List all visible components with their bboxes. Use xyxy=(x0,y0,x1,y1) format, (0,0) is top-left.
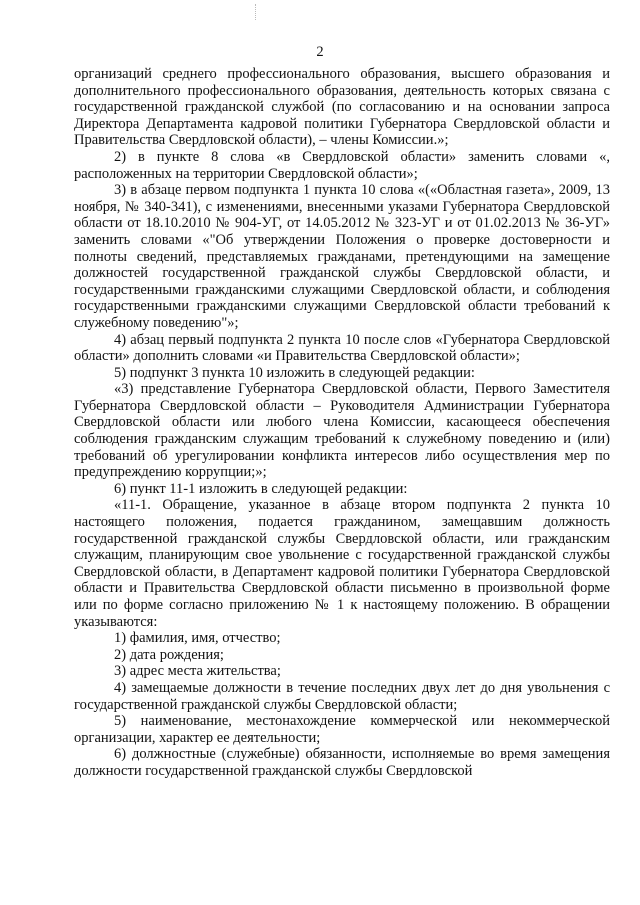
paragraph: 3) в абзаце первом подпункта 1 пункта 10 слова «(«Областная газета», 2009, 13 ноября, № 340-341), с изменениями, внесенными указами Губернатора Свердловской области от 18.10.2010 № 904-УГ, от 14.05.2012 № 323-УГ и от 01.02.2013 № 36-УГ» заменить словами «"Об утверждении Положения о проверке достоверности и полноты сведений, представляемых гражданами, претендующими на замещение должностей государственной гражданской службы Свердловской области, и государственными гражданскими служащими Свердловской области, и соблюдения государственными гражданскими служащими Свердловской области требований к служебному поведению"»; xyxy=(74,182,610,331)
paragraph: 6) должностные (служебные) обязанности, исполняемые во время замещения должности государственной гражданской службы Свердловской xyxy=(74,746,610,779)
paragraph: 2) в пункте 8 слова «в Свердловской области» заменить словами «, расположенных на территории Свердловской области»; xyxy=(74,148,610,182)
paragraph: 5) наименование, местонахождение коммерческой или некоммерческой организации, характер ее деятельности; xyxy=(74,713,610,746)
scan-mark xyxy=(255,4,262,20)
paragraph: 6) пункт 11-1 изложить в следующей редакции: xyxy=(114,480,408,497)
page-number: 2 xyxy=(316,44,324,60)
paragraph: «11-1. Обращение, указанное в абзаце втором подпункта 2 пункта 10 настоящего положения, подается гражданином, замещавшим должность государственной гражданской службы Свердловской области, или гражданским служащим, планирующим свое увольнение с государственной гражданской службы Свердловской области, в Департамент кадровой политики Губернатора Свердловской области и Правительства Свердловской области письменно в произвольной форме или по форме согласно приложению № 1 к настоящему положению. В обращении указываются: xyxy=(74,497,610,630)
paragraph: 3) адрес места жительства; xyxy=(114,663,281,680)
document-body xyxy=(74,66,610,780)
paragraph: 4) абзац первый подпункта 2 пункта 10 после слов «Губернатора Свердловской области» дополнить словами «и Правительства Свердловской области»; xyxy=(74,331,610,365)
paragraph: 4) замещаемые должности в течение последних двух лет до дня увольнения с государственной гражданской службы Свердловской области; xyxy=(74,679,610,713)
paragraph: «3) представление Губернатора Свердловской области, Первого Заместителя Губернатора Свердловской области – Руководителя Администрации Губернатора Свердловской области или любого члена Комиссии, касающееся обеспечения соблюдения гражданским служащим требований к служебному поведению и (или) требований об урегулировании конфликта интересов либо осуществления мер по предупреждению коррупции;»; xyxy=(74,381,610,481)
paragraph: организаций среднего профессионального образования, высшего образования и дополнительного профессионального образования, деятельность которых связана с государственной гражданской службой (по согласованию и на основании запроса Директора Департамента кадровой политики Губернатора Свердловской области и Правительства Свердловской области), – члены Комиссии.»; xyxy=(74,66,610,149)
paragraph: 5) подпункт 3 пункта 10 изложить в следующей редакции: xyxy=(114,364,475,381)
paragraph: 1) фамилия, имя, отчество; xyxy=(114,630,281,647)
paragraph: 2) дата рождения; xyxy=(114,646,224,663)
